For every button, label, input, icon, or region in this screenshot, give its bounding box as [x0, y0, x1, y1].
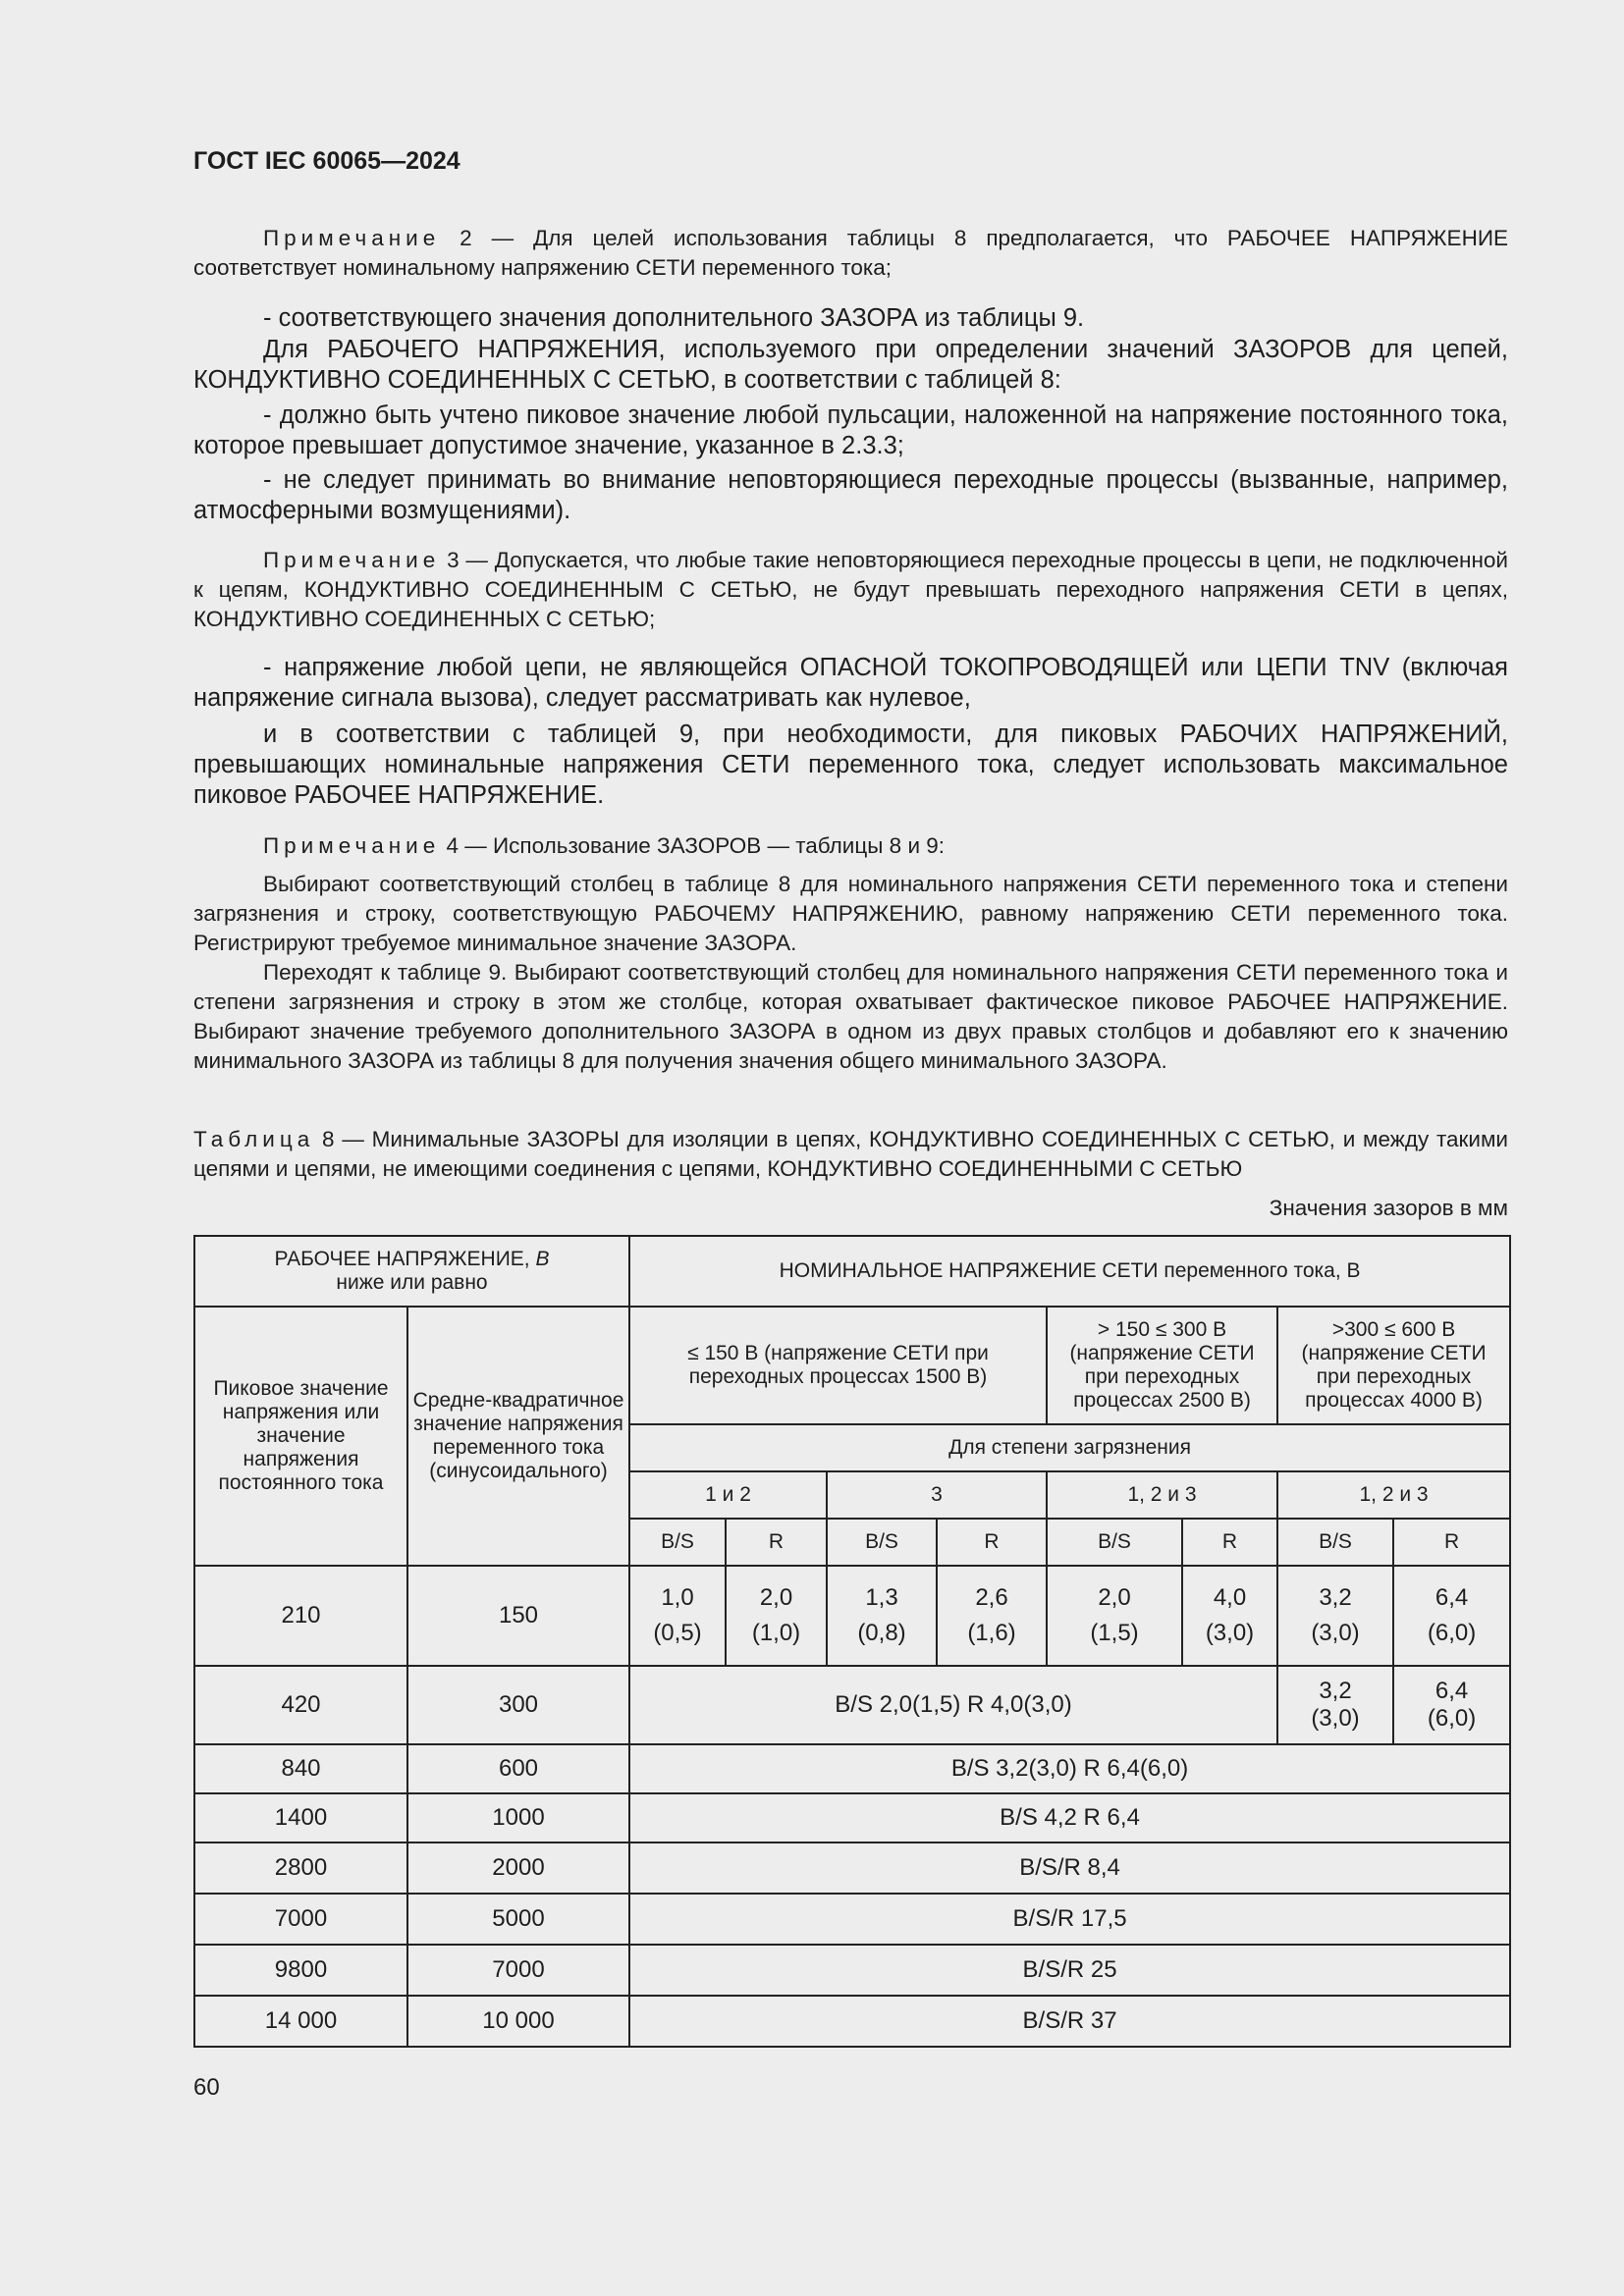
cell-value [1393, 1566, 1510, 1666]
value-paren: (0,8) [857, 1620, 906, 1646]
cell-peak: 210 [194, 1566, 407, 1666]
cell-value [827, 1566, 937, 1666]
clearance-table [193, 1235, 1511, 2048]
header-bs: B/S [629, 1519, 726, 1566]
cell-peak: 420 [194, 1666, 407, 1744]
cell-value [1047, 1566, 1182, 1666]
table-row [194, 1566, 1510, 1666]
header-r: R [937, 1519, 1047, 1566]
header-bs: B/S [1047, 1519, 1182, 1566]
cell-peak: 2800 [194, 1842, 407, 1894]
value: 6,4 [1435, 1678, 1469, 1704]
table-caption [193, 1125, 1508, 1184]
paragraph: Для РАБОЧЕГО НАПРЯЖЕНИЯ, используемого при определении значений ЗАЗОРОВ для цепей, КОНДУКТИВНО СОЕДИНЕННЫХ С СЕТЬЮ, в соответствии с таблицей 8: [193, 336, 1508, 394]
page-number: 60 [193, 2074, 220, 2101]
value: 3,2 [1319, 1678, 1352, 1704]
cell-value [1393, 1666, 1510, 1744]
cell-peak: 9800 [194, 1945, 407, 1996]
header-working-voltage [194, 1236, 629, 1307]
note-label: Примечание [263, 548, 441, 572]
cell-merged-value: B/S 3,2(3,0) R 6,4(6,0) [629, 1744, 1510, 1793]
table-row [194, 1894, 1510, 1945]
cell-rms: 150 [407, 1566, 629, 1666]
value: 3,2 [1319, 1584, 1352, 1611]
paragraph: - напряжение любой цепи, не являющейся ОПАСНОЙ ТОКОПРОВОДЯЩЕЙ или ЦЕПИ TNV (включая напряжение сигнала вызова), следует рассматривать как нулевое, [193, 654, 1508, 712]
cell-merged-value: B/S/R 17,5 [629, 1894, 1510, 1945]
note-text: 3 — Допускается, что любые такие неповторяющиеся переходные процессы в цепи, не подключенной к цепям, КОНДУКТИВНО СОЕДИНЕННЫМ С СЕТЬЮ, не будут превышать переходного напряжения СЕТИ в цепях, КОНДУКТИВНО СОЕДИНЕННЫХ С СЕТЬЮ; [193, 548, 1508, 631]
header-r: R [726, 1519, 827, 1566]
value: 6,4 [1435, 1584, 1469, 1611]
header-pollution-value: 3 [827, 1471, 1047, 1519]
header-bs: B/S [1277, 1519, 1393, 1566]
note-label: Примечание [263, 226, 441, 250]
paragraph: - должно быть учтено пиковое значение любой пульсации, наложенной на напряжение постоянного тока, которое превышает допустимое значение, указанное в 2.3.3; [193, 401, 1508, 459]
note-text: 2 — Для целей использования таблицы 8 предполагается, что РАБОЧЕЕ НАПРЯЖЕНИЕ соответствует номинальному напряжению СЕТИ переменного тока; [193, 226, 1508, 280]
value: 4,0 [1213, 1584, 1247, 1611]
cell-rms: 10 000 [407, 1996, 629, 2047]
header-bs: B/S [827, 1519, 937, 1566]
header-text: ниже или равно [336, 1271, 488, 1294]
header-text: РАБОЧЕЕ НАПРЯЖЕНИЕ, [274, 1248, 536, 1270]
units-note: Значения зазоров в мм [1269, 1196, 1508, 1220]
header-rms-voltage: Средне-квадратичное значение напряжения переменного тока (синусоидального) [407, 1307, 629, 1566]
table-row [194, 1842, 1510, 1894]
value: 1,3 [865, 1584, 898, 1611]
header-peak-voltage: Пиковое значение напряжения или значение напряжения постоянного тока [194, 1307, 407, 1566]
value: 2,0 [1098, 1584, 1131, 1611]
value-paren: (1,6) [967, 1620, 1016, 1646]
note-2 [193, 224, 1508, 283]
cell-rms: 600 [407, 1744, 629, 1793]
cell-peak: 1400 [194, 1793, 407, 1842]
header-r: R [1182, 1519, 1277, 1566]
cell-merged-value: B/S/R 25 [629, 1945, 1510, 1996]
table-row [194, 1666, 1510, 1744]
value-paren: (1,5) [1090, 1620, 1139, 1646]
value-paren: (6,0) [1427, 1705, 1477, 1732]
header-range-600: >300 ≤ 600 В (напряжение СЕТИ при переходных процессах 4000 В) [1277, 1307, 1510, 1424]
cell-value [1182, 1566, 1277, 1666]
table-row [194, 1996, 1510, 2047]
cell-peak: 7000 [194, 1894, 407, 1945]
header-nominal-voltage: НОМИНАЛЬНОЕ НАПРЯЖЕНИЕ СЕТИ переменного тока, В [629, 1236, 1510, 1307]
header-unit: В [535, 1248, 550, 1270]
value-paren: (3,0) [1311, 1620, 1360, 1646]
cell-merged-value: B/S 4,2 R 6,4 [629, 1793, 1510, 1842]
header-range-150: ≤ 150 В (напряжение СЕТИ при переходных процессах 1500 В) [629, 1307, 1047, 1424]
table-caption-text: 8 — Минимальные ЗАЗОРЫ для изоляции в цепях, КОНДУКТИВНО СОЕДИНЕННЫХ С СЕТЬЮ, и между такими цепями и цепями, не имеющими соединения с цепями, КОНДУКТИВНО СОЕДИНЕННЫМИ С СЕТЬЮ [193, 1127, 1508, 1181]
cell-rms: 300 [407, 1666, 629, 1744]
paragraph: - не следует принимать во внимание неповторяющиеся переходные процессы (вызванные, например, атмосферными возмущениями). [193, 466, 1508, 524]
header-range-300: > 150 ≤ 300 В (напряжение СЕТИ при переходных процессах 2500 В) [1047, 1307, 1277, 1424]
cell-value [726, 1566, 827, 1666]
table-header-row [194, 1236, 1510, 1307]
cell-value [937, 1566, 1047, 1666]
paragraph: Переходят к таблице 9. Выбирают соответствующий столбец для номинального напряжения СЕТИ переменного тока и степени загрязнения и строку в этом же столбце, которая охватывает фактическое пиковое РАБОЧЕЕ НАПРЯЖЕНИЕ. Выбирают значение требуемого дополнительного ЗАЗОРА в одном из двух правых столбцов и добавляют его к значению минимального ЗАЗОРА из таблицы 8 для получения значения общего минимального ЗАЗОРА. [193, 960, 1508, 1073]
table-row [194, 1945, 1510, 1996]
note-4 [193, 831, 1508, 861]
value-paren: (0,5) [653, 1620, 702, 1646]
cell-value [1277, 1666, 1393, 1744]
cell-peak: 14 000 [194, 1996, 407, 2047]
value: 1,0 [661, 1584, 694, 1611]
table-row [194, 1744, 1510, 1793]
header-pollution-value: 1, 2 и 3 [1047, 1471, 1277, 1519]
paragraph: и в соответствии с таблицей 9, при необходимости, для пиковых РАБОЧИХ НАПРЯЖЕНИЙ, превышающих номинальные напряжения СЕТИ переменного тока, следует использовать максимальное пиковое РАБОЧЕЕ НАПРЯЖЕНИЕ. [193, 721, 1508, 809]
value: 2,0 [759, 1584, 793, 1611]
header-pollution-value: 1 и 2 [629, 1471, 827, 1519]
table-row [194, 1793, 1510, 1842]
paragraph: Выбирают соответствующий столбец в таблице 8 для номинального напряжения СЕТИ переменного тока и степени загрязнения и строку, соответствующую РАБОЧЕМУ НАПРЯЖЕНИЮ, равному напряжению СЕТИ переменного тока. Регистрируют требуемое минимальное значение ЗАЗОРА. [193, 872, 1508, 955]
table-header-row [194, 1307, 1510, 1424]
cell-merged-value: B/S/R 37 [629, 1996, 1510, 2047]
cell-rms: 1000 [407, 1793, 629, 1842]
value-paren: (3,0) [1205, 1620, 1255, 1646]
cell-merged-value: B/S/R 8,4 [629, 1842, 1510, 1894]
header-pollution-value: 1, 2 и 3 [1277, 1471, 1510, 1519]
value-paren: (1,0) [751, 1620, 801, 1646]
cell-rms: 2000 [407, 1842, 629, 1894]
table-label: Таблица [193, 1127, 315, 1151]
note-text: 4 — Использование ЗАЗОРОВ — таблицы 8 и 9: [440, 833, 946, 858]
cell-peak: 840 [194, 1744, 407, 1793]
document-header: ГОСТ IEC 60065—2024 [193, 147, 460, 175]
note-3 [193, 546, 1508, 634]
cell-merged-value: B/S 2,0(1,5) R 4,0(3,0) [629, 1666, 1277, 1744]
note-label: Примечание [263, 833, 441, 858]
paragraph: - соответствующего значения дополнительного ЗАЗОРА из таблицы 9. [263, 304, 1085, 332]
value-paren: (6,0) [1427, 1620, 1477, 1646]
cell-rms: 7000 [407, 1945, 629, 1996]
cell-rms: 5000 [407, 1894, 629, 1945]
header-r: R [1393, 1519, 1510, 1566]
value-paren: (3,0) [1311, 1705, 1360, 1732]
cell-value [629, 1566, 726, 1666]
value: 2,6 [975, 1584, 1008, 1611]
header-pollution-degree: Для степени загрязнения [629, 1424, 1510, 1471]
cell-value [1277, 1566, 1393, 1666]
